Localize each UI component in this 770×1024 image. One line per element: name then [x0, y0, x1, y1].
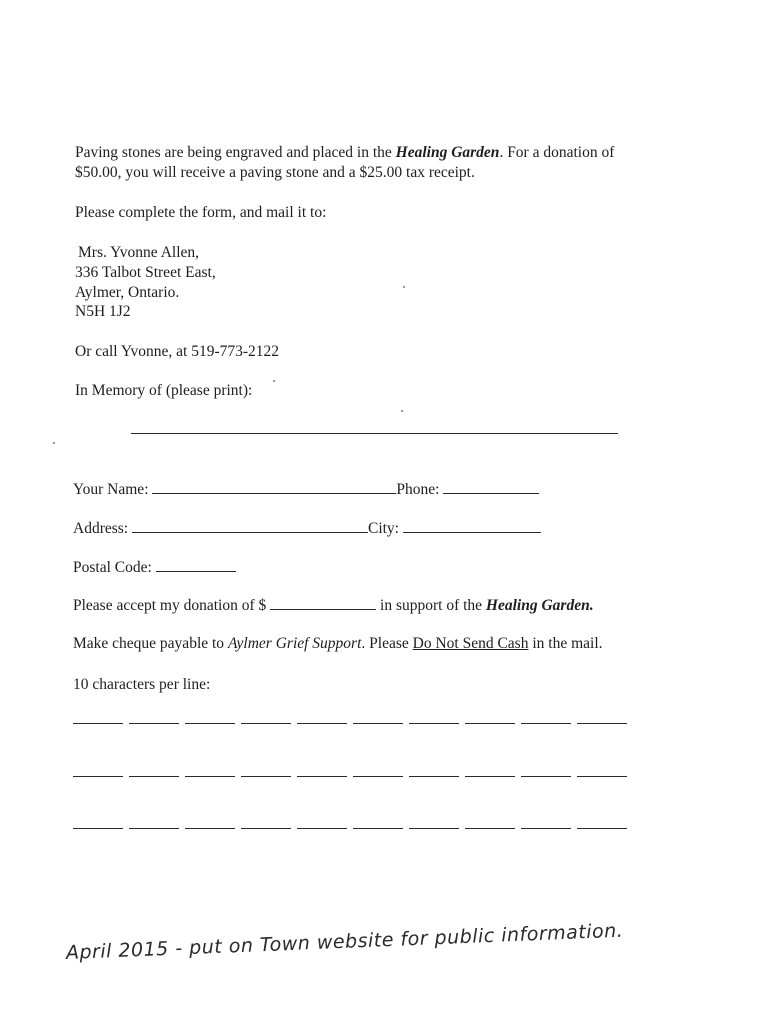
char-slot[interactable]	[353, 828, 403, 829]
phone-label: Phone:	[396, 481, 440, 498]
postal-field[interactable]	[156, 557, 236, 572]
engraving-line-1[interactable]	[73, 723, 633, 727]
address-field[interactable]	[132, 518, 368, 533]
chars-label: 10 characters per line:	[73, 676, 211, 693]
cheque-text: Make cheque payable to	[73, 635, 228, 652]
name-field[interactable]	[152, 479, 396, 494]
char-slot[interactable]	[521, 723, 571, 724]
engraving-line-3[interactable]	[73, 828, 633, 832]
intro-text-end: . For a donation of	[499, 144, 615, 161]
donation-text-mid: in support of the	[376, 597, 486, 614]
char-slot[interactable]	[129, 776, 179, 777]
char-slot[interactable]	[241, 723, 291, 724]
char-slot[interactable]	[185, 723, 235, 724]
address-line-4: N5H 1J2	[75, 303, 131, 320]
mail-instruction: Please complete the form, and mail it to:	[75, 204, 327, 221]
city-field[interactable]	[403, 518, 541, 533]
char-slot[interactable]	[241, 828, 291, 829]
address-label: Address:	[73, 520, 129, 537]
char-slot[interactable]	[409, 828, 459, 829]
address-city-row	[73, 518, 541, 539]
intro-line-2: $50.00, you will receive a paving stone and a $25.00 tax receipt.	[75, 164, 475, 181]
cheque-text-mid: . Please	[361, 635, 413, 652]
char-slot[interactable]	[73, 723, 123, 724]
char-slot[interactable]	[409, 723, 459, 724]
engraving-line-2[interactable]	[73, 776, 633, 780]
char-slot[interactable]	[521, 776, 571, 777]
postal-row	[73, 557, 236, 578]
char-slot[interactable]	[577, 776, 627, 777]
char-slot[interactable]	[409, 776, 459, 777]
postal-label: Postal Code:	[73, 559, 152, 576]
char-slot[interactable]	[577, 723, 627, 724]
phone-field[interactable]	[443, 479, 539, 494]
memory-field-line[interactable]	[131, 433, 618, 434]
scan-speck	[273, 380, 275, 382]
char-slot[interactable]	[465, 776, 515, 777]
address-line-2: 336 Talbot Street East,	[75, 264, 216, 281]
intro-text: Paving stones are being engraved and placed in the	[75, 144, 396, 161]
char-slot[interactable]	[185, 776, 235, 777]
scan-speck	[53, 442, 55, 444]
address-line-3: Aylmer, Ontario.	[75, 284, 180, 301]
char-slot[interactable]	[465, 723, 515, 724]
char-slot[interactable]	[297, 828, 347, 829]
cheque-row	[73, 634, 603, 654]
name-phone-row	[73, 479, 539, 500]
char-slot[interactable]	[241, 776, 291, 777]
donation-amount-field[interactable]	[270, 595, 376, 610]
char-slot[interactable]	[73, 776, 123, 777]
char-slot[interactable]	[129, 828, 179, 829]
scan-speck	[401, 410, 403, 412]
char-slot[interactable]	[465, 828, 515, 829]
donation-garden-name: Healing Garden.	[485, 597, 594, 614]
handwritten-note: April 2015 - put on Town website for public information.	[65, 919, 624, 964]
char-slot[interactable]	[185, 828, 235, 829]
char-slot[interactable]	[353, 776, 403, 777]
char-slot[interactable]	[521, 828, 571, 829]
garden-name: Healing Garden	[395, 144, 500, 161]
char-slot[interactable]	[353, 723, 403, 724]
memory-label: In Memory of (please print):	[75, 382, 253, 399]
name-label: Your Name:	[73, 481, 149, 498]
char-slot[interactable]	[577, 828, 627, 829]
char-slot[interactable]	[129, 723, 179, 724]
cheque-text-end: in the mail.	[528, 635, 603, 652]
char-slot[interactable]	[73, 828, 123, 829]
cash-warning: Do Not Send Cash	[412, 635, 529, 652]
intro-line-1	[75, 143, 614, 163]
city-label: City:	[367, 520, 399, 537]
scan-speck	[403, 286, 405, 288]
call-line: Or call Yvonne, at 519-773-2122	[75, 343, 280, 360]
char-slot[interactable]	[297, 723, 347, 724]
donation-text: Please accept my donation of $	[73, 597, 267, 614]
cheque-payee: Aylmer Grief Support	[227, 635, 362, 652]
donation-row	[73, 595, 594, 616]
address-line-1: Mrs. Yvonne Allen,	[78, 244, 200, 261]
char-slot[interactable]	[297, 776, 347, 777]
